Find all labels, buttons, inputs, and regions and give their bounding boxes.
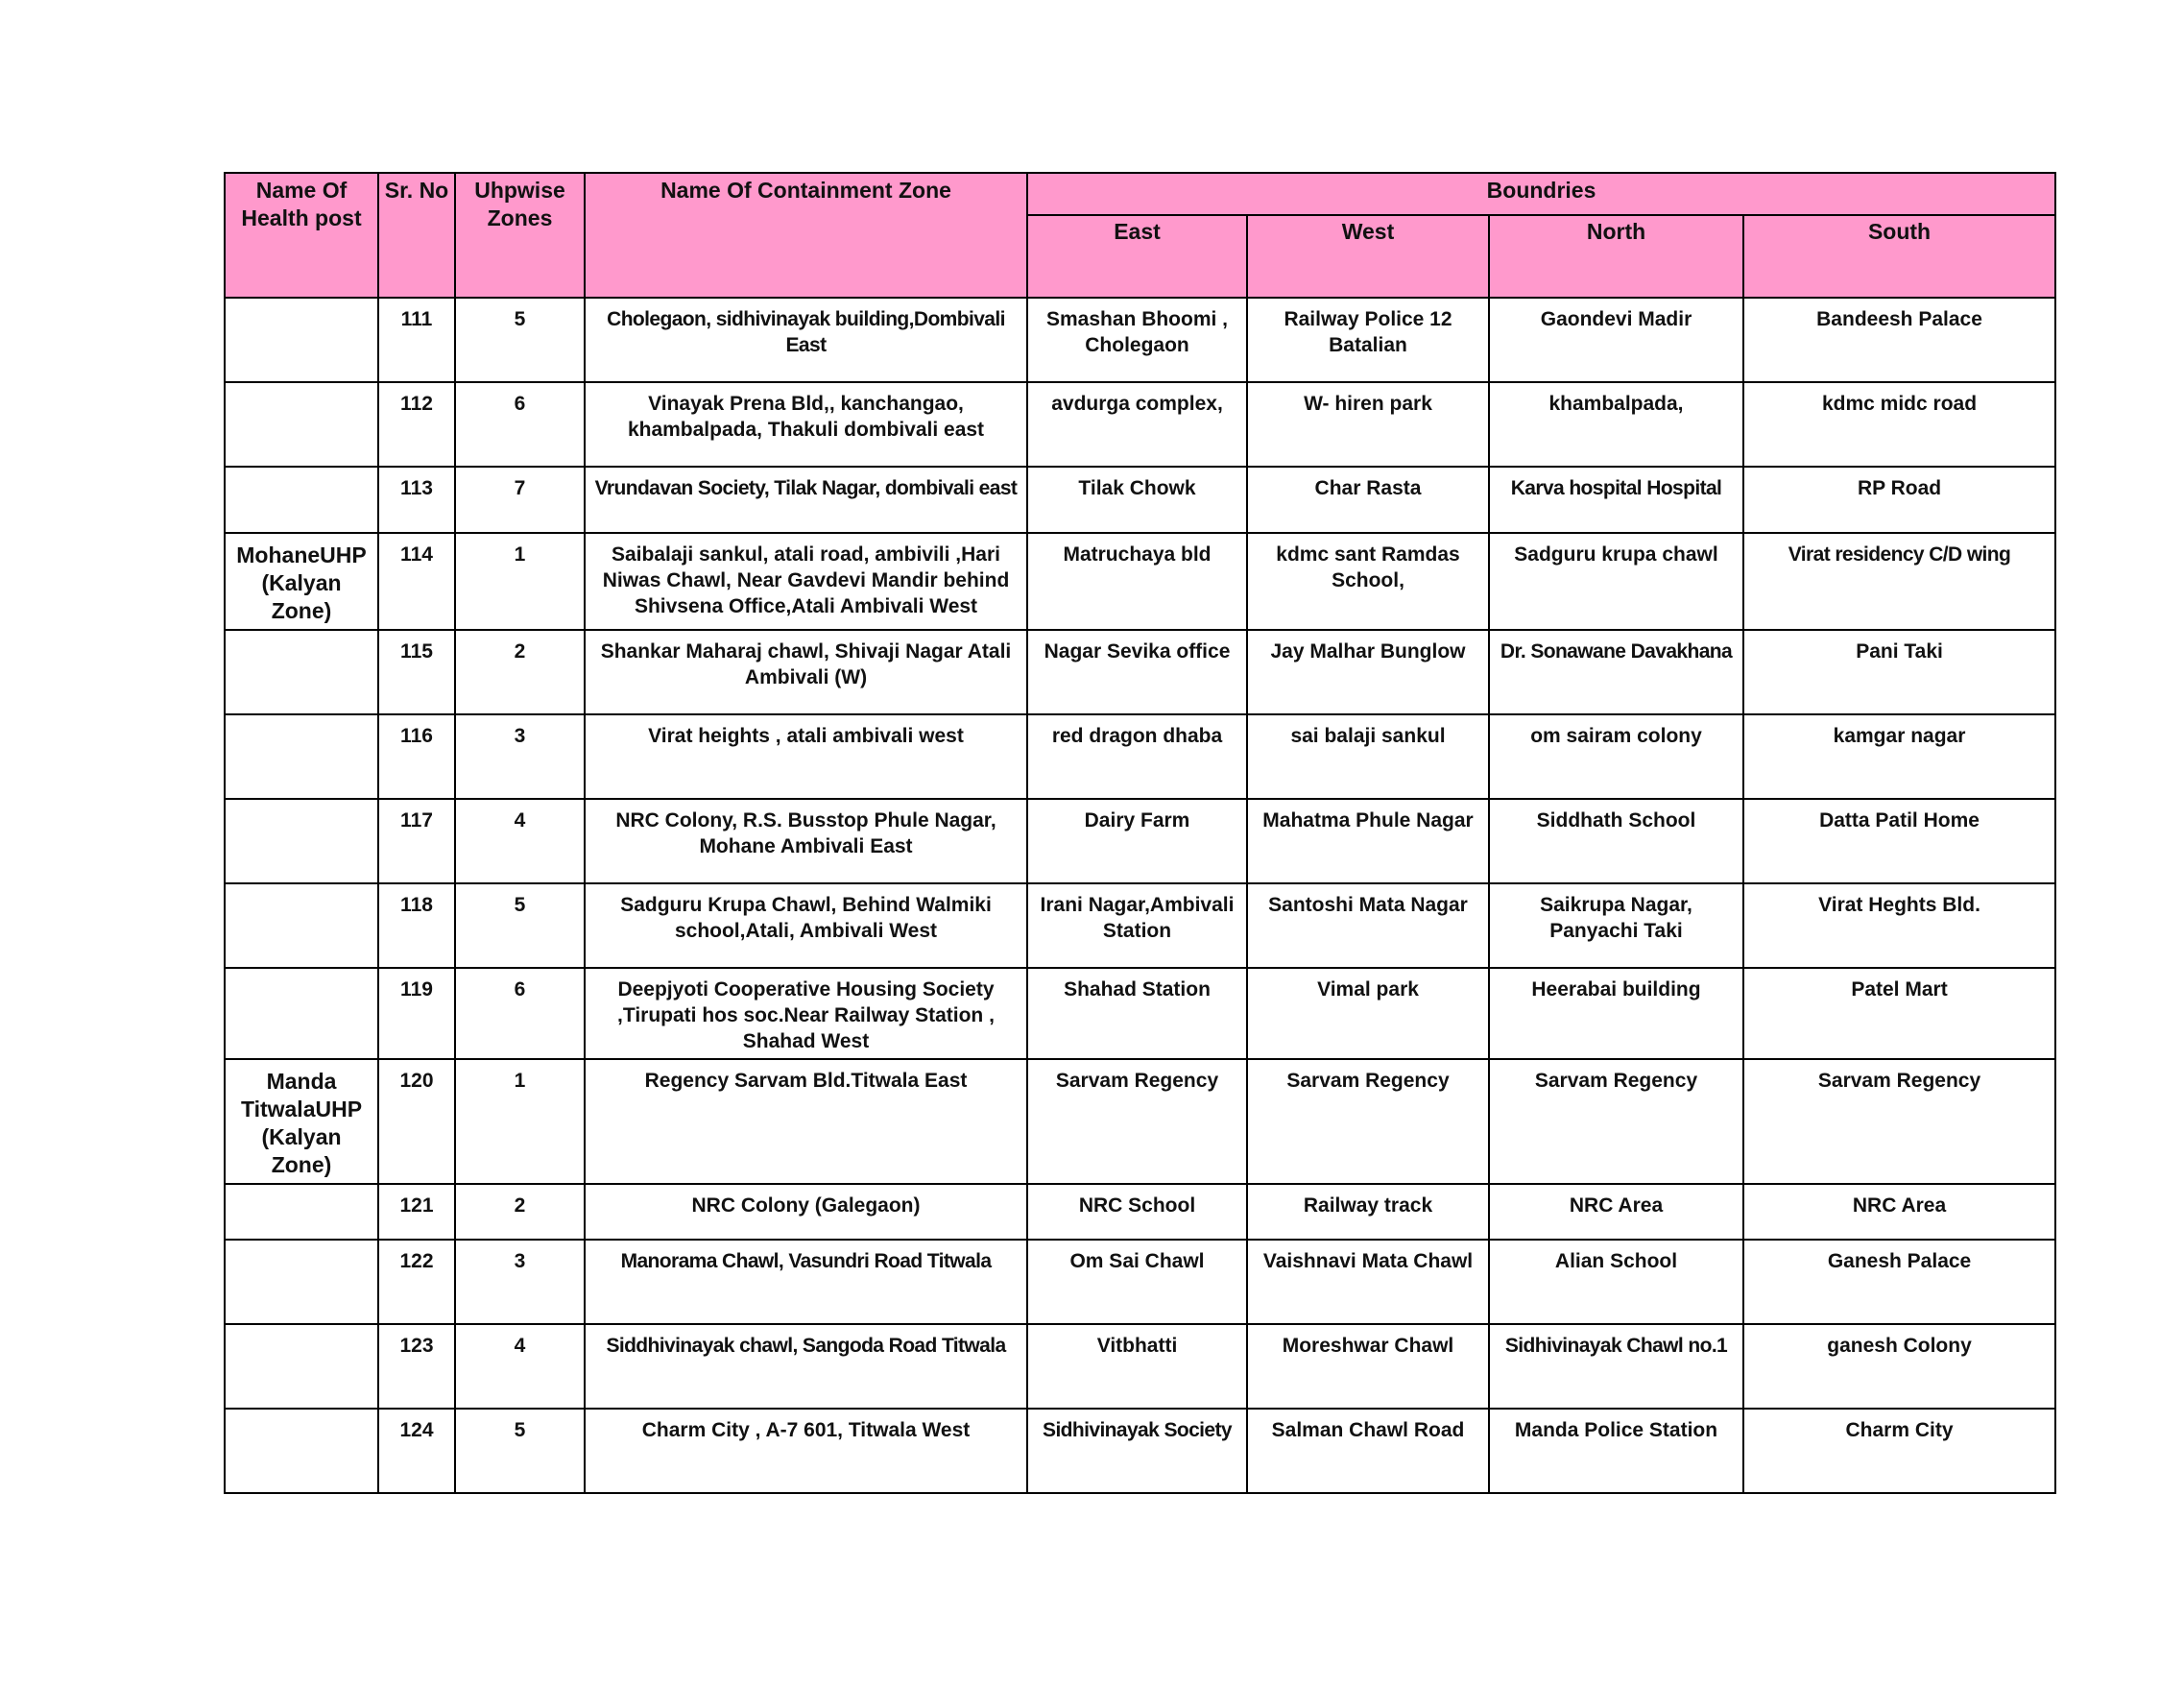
sr-no-cell: 124 [378,1409,455,1493]
sr-no-cell: 111 [378,298,455,382]
north-cell: Saikrupa Nagar, Panyachi Taki [1489,883,1743,968]
table-row [225,467,2055,533]
zone-name-cell: Vrundavan Society, Tilak Nagar, dombivali east [585,467,1027,533]
north-cell: Siddhath School [1489,799,1743,883]
sr-no-cell: 114 [378,533,455,630]
south-cell: Sarvam Regency [1743,1059,2055,1184]
health-post-cell [225,714,378,799]
uhp-zone-cell: 3 [455,1240,585,1324]
zone-name-cell: NRC Colony (Galegaon) [585,1184,1027,1240]
table-row [225,799,2055,883]
west-cell: Mahatma Phule Nagar [1247,799,1489,883]
health-post-cell [225,1184,378,1240]
uhp-zone-cell: 7 [455,467,585,533]
east-cell: Om Sai Chawl [1027,1240,1247,1324]
north-cell: Dr. Sonawane Davakhana [1489,630,1743,714]
north-cell: Sadguru krupa chawl [1489,533,1743,630]
zone-name-cell: Charm City , A-7 601, Titwala West [585,1409,1027,1493]
health-post-cell [225,630,378,714]
east-cell: Vitbhatti [1027,1324,1247,1409]
table-body [225,298,2055,1493]
zone-name-cell: Deepjyoti Cooperative Housing Society ,Tirupati hos soc.Near Railway Station , Shahad West [585,968,1027,1059]
north-cell: Sidhivinayak Chawl no.1 [1489,1324,1743,1409]
west-cell: Char Rasta [1247,467,1489,533]
west-cell: kdmc sant Ramdas School, [1247,533,1489,630]
south-cell: Charm City [1743,1409,2055,1493]
south-cell: Patel Mart [1743,968,2055,1059]
east-cell: Tilak Chowk [1027,467,1247,533]
table-row [225,298,2055,382]
table-row [225,883,2055,968]
uhp-zone-cell: 3 [455,714,585,799]
zone-name-cell: Regency Sarvam Bld.Titwala East [585,1059,1027,1184]
zone-name-cell: Virat heights , atali ambivali west [585,714,1027,799]
health-post-cell [225,968,378,1059]
zone-name-cell: Siddhivinayak chawl, Sangoda Road Titwala [585,1324,1027,1409]
header-sr-no: Sr. No [378,173,455,298]
health-post-cell [225,1409,378,1493]
west-cell: sai balaji sankul [1247,714,1489,799]
east-cell: Dairy Farm [1027,799,1247,883]
header-health-post: Name Of Health post [225,173,378,298]
south-cell: ganesh Colony [1743,1324,2055,1409]
table-row [225,1409,2055,1493]
zone-name-cell: Shankar Maharaj chawl, Shivaji Nagar Atali Ambivali (W) [585,630,1027,714]
west-cell: Sarvam Regency [1247,1059,1489,1184]
zone-name-cell: Saibalaji sankul, atali road, ambivili ,Hari Niwas Chawl, Near Gavdevi Mandir behind Shivsena Office,Atali Ambivali West [585,533,1027,630]
health-post-cell [225,298,378,382]
table-row [225,714,2055,799]
sr-no-cell: 112 [378,382,455,467]
north-cell: khambalpada, [1489,382,1743,467]
header-east: East [1027,215,1247,298]
west-cell: Moreshwar Chawl [1247,1324,1489,1409]
south-cell: Pani Taki [1743,630,2055,714]
header-uhp-zones: Uhpwise Zones [455,173,585,298]
table-row [225,533,2055,630]
uhp-zone-cell: 1 [455,1059,585,1184]
sr-no-cell: 123 [378,1324,455,1409]
north-cell: om sairam colony [1489,714,1743,799]
east-cell: Shahad Station [1027,968,1247,1059]
header-south: South [1743,215,2055,298]
south-cell: kamgar nagar [1743,714,2055,799]
uhp-zone-cell: 2 [455,630,585,714]
health-post-cell [225,467,378,533]
sr-no-cell: 120 [378,1059,455,1184]
header-north: North [1489,215,1743,298]
west-cell: Vimal park [1247,968,1489,1059]
east-cell: Nagar Sevika office [1027,630,1247,714]
uhp-zone-cell: 5 [455,298,585,382]
uhp-zone-cell: 4 [455,799,585,883]
sr-no-cell: 119 [378,968,455,1059]
sr-no-cell: 122 [378,1240,455,1324]
sr-no-cell: 121 [378,1184,455,1240]
west-cell: Salman Chawl Road [1247,1409,1489,1493]
zone-name-cell: Manorama Chawl, Vasundri Road Titwala [585,1240,1027,1324]
east-cell: Irani Nagar,Ambivali Station [1027,883,1247,968]
health-post-cell [225,1240,378,1324]
table-row [225,382,2055,467]
uhp-zone-cell: 6 [455,968,585,1059]
sr-no-cell: 113 [378,467,455,533]
west-cell: Santoshi Mata Nagar [1247,883,1489,968]
table-header [225,173,2055,298]
table-row [225,630,2055,714]
south-cell: Bandeesh Palace [1743,298,2055,382]
table-row [225,1240,2055,1324]
south-cell: Virat Heghts Bld. [1743,883,2055,968]
north-cell: NRC Area [1489,1184,1743,1240]
uhp-zone-cell: 5 [455,883,585,968]
south-cell: Ganesh Palace [1743,1240,2055,1324]
uhp-zone-cell: 5 [455,1409,585,1493]
north-cell: Sarvam Regency [1489,1059,1743,1184]
north-cell: Gaondevi Madir [1489,298,1743,382]
west-cell: W- hiren park [1247,382,1489,467]
zone-name-cell: Sadguru Krupa Chawl, Behind Walmiki school,Atali, Ambivali West [585,883,1027,968]
uhp-zone-cell: 2 [455,1184,585,1240]
zone-name-cell: NRC Colony, R.S. Busstop Phule Nagar, Mohane Ambivali East [585,799,1027,883]
header-boundries: Boundries [1027,173,2055,215]
west-cell: Railway track [1247,1184,1489,1240]
table-row [225,1184,2055,1240]
health-post-cell [225,799,378,883]
south-cell: NRC Area [1743,1184,2055,1240]
uhp-zone-cell: 4 [455,1324,585,1409]
health-post-cell [225,1324,378,1409]
sr-no-cell: 117 [378,799,455,883]
east-cell: red dragon dhaba [1027,714,1247,799]
south-cell: kdmc midc road [1743,382,2055,467]
header-zone-name: Name Of Containment Zone [585,173,1027,298]
east-cell: Matruchaya bld [1027,533,1247,630]
header-west: West [1247,215,1489,298]
east-cell: Sarvam Regency [1027,1059,1247,1184]
east-cell: avdurga complex, [1027,382,1247,467]
zone-name-cell: Vinayak Prena Bld,, kanchangao, khambalpada, Thakuli dombivali east [585,382,1027,467]
uhp-zone-cell: 6 [455,382,585,467]
north-cell: Alian School [1489,1240,1743,1324]
south-cell: Datta Patil Home [1743,799,2055,883]
containment-zone-table [224,172,2056,1494]
table-row [225,1324,2055,1409]
health-post-cell [225,883,378,968]
west-cell: Vaishnavi Mata Chawl [1247,1240,1489,1324]
zone-name-cell: Cholegaon, sidhivinayak building,Dombivali East [585,298,1027,382]
north-cell: Manda Police Station [1489,1409,1743,1493]
east-cell: Smashan Bhoomi , Cholegaon [1027,298,1247,382]
table-row [225,968,2055,1059]
west-cell: Railway Police 12 Batalian [1247,298,1489,382]
health-post-mohane: MohaneUHP (Kalyan Zone) [225,533,378,630]
uhp-zone-cell: 1 [455,533,585,630]
north-cell: Karva hospital Hospital [1489,467,1743,533]
east-cell: NRC School [1027,1184,1247,1240]
south-cell: RP Road [1743,467,2055,533]
west-cell: Jay Malhar Bunglow [1247,630,1489,714]
health-post-cell [225,382,378,467]
sr-no-cell: 118 [378,883,455,968]
health-post-manda: Manda TitwalaUHP (Kalyan Zone) [225,1059,378,1184]
sr-no-cell: 116 [378,714,455,799]
sr-no-cell: 115 [378,630,455,714]
east-cell: Sidhivinayak Society [1027,1409,1247,1493]
south-cell: Virat residency C/D wing [1743,533,2055,630]
header-row-1 [225,173,2055,215]
north-cell: Heerabai building [1489,968,1743,1059]
table-row [225,1059,2055,1184]
